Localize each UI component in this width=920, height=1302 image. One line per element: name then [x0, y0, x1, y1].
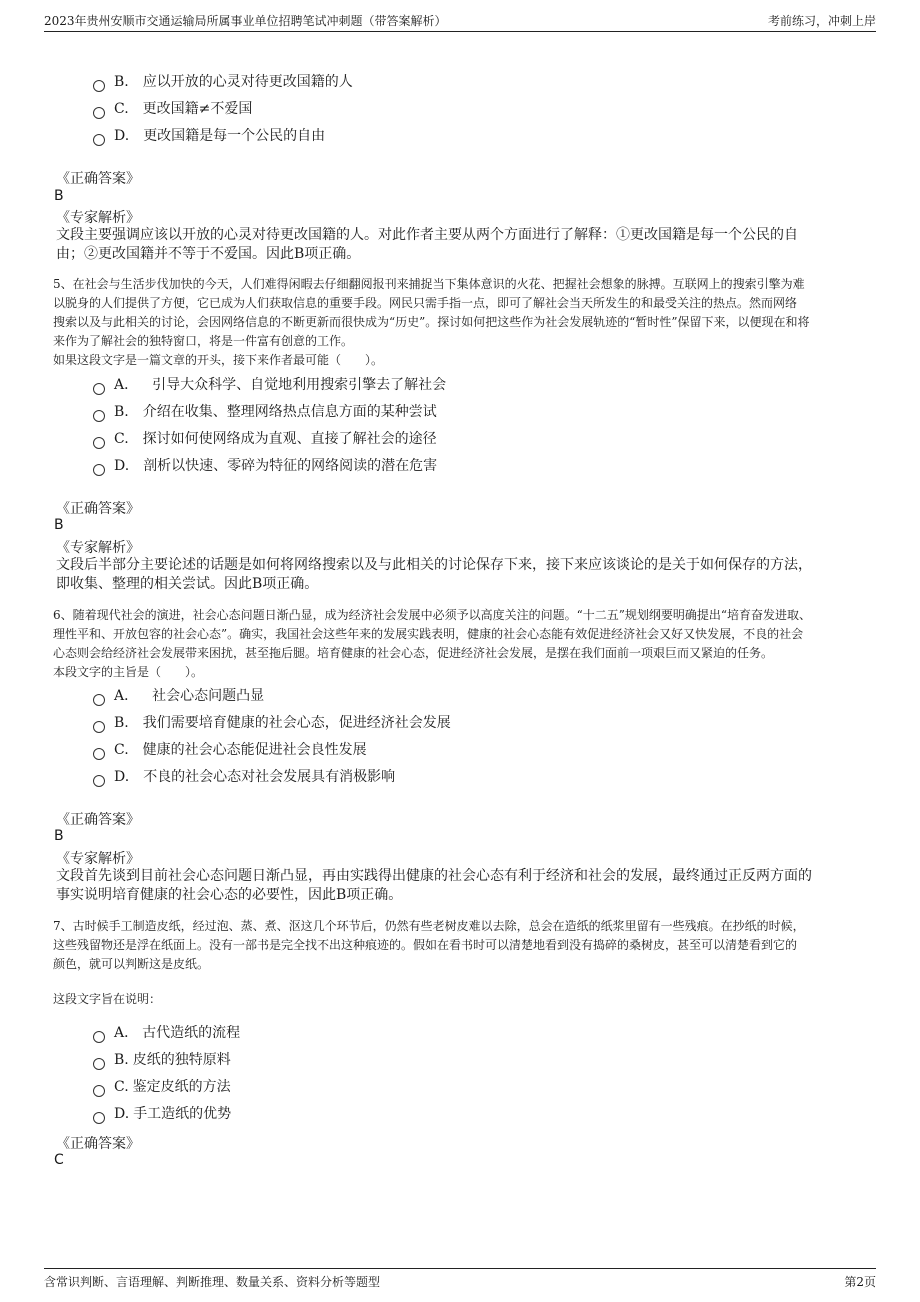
- q6-option-b[interactable]: B. 我们需要培育健康的社会心态，促进经济社会发展: [93, 713, 451, 733]
- radio-icon[interactable]: [93, 410, 105, 422]
- q7-option-d[interactable]: D. 手工造纸的优势: [93, 1104, 231, 1124]
- header-slogan: 考前练习，冲刺上岸: [767, 14, 876, 28]
- radio-icon[interactable]: [93, 437, 105, 449]
- q5-option-a[interactable]: A． 引导大众科学、自觉地利用搜索引擎去了解社会: [93, 375, 446, 395]
- q4-answer-label: 《正确答案》: [56, 171, 140, 187]
- q7-stem: 7、古时候手工制造皮纸，经过泡、蒸、煮、沤这几个环节后，仍然有些老树皮难以去除，总会在造纸的纸浆里留有一些残痕。在抄纸的时候， 这些残留物还是浮在纸面上。没有一部书是完全找不出这种痕迹的。假如在看书时可以清楚地看到没有捣碎的桑树皮，甚至可以清楚看到它的 颜色，就可以判断这是皮纸。: [53, 919, 805, 971]
- radio-icon[interactable]: [93, 464, 105, 476]
- q6-answer-label: 《正确答案》: [56, 812, 140, 828]
- radio-icon[interactable]: [93, 1112, 105, 1124]
- q5-analysis: 文段后半部分主要论述的话题是如何将网络搜索以及与此相关的讨论保存下来，接下来应该谈论的是关于如何保存的方法， 即收集、整理的相关尝试。因此B项正确。: [56, 557, 812, 592]
- q4-option-b[interactable]: B. 应以开放的心灵对待更改国籍的人: [93, 72, 353, 92]
- q5-analysis-label: 《专家解析》: [56, 540, 140, 556]
- page-footer: [44, 1268, 876, 1290]
- radio-icon[interactable]: [93, 383, 105, 395]
- radio-icon[interactable]: [93, 134, 105, 146]
- q5-answer: B: [54, 517, 64, 533]
- q6-option-c[interactable]: C. 健康的社会心态能促进社会良性发展: [93, 740, 367, 760]
- q6-analysis: 文段首先谈到目前社会心态问题日渐凸显，再由实践得出健康的社会心态有利于经济和社会的发展，最终通过正反两方面的 事实说明培育健康的社会心态的必要性，因此B项正确。: [56, 868, 812, 903]
- q7-answer-label: 《正确答案》: [56, 1136, 140, 1152]
- radio-icon[interactable]: [93, 721, 105, 733]
- q5-option-b[interactable]: B. 介绍在收集、整理网络热点信息方面的某种尝试: [93, 402, 437, 422]
- q4-option-c[interactable]: C. 更改国籍≠不爱国: [93, 99, 252, 119]
- radio-icon[interactable]: [93, 748, 105, 760]
- q4-analysis: 文段主要强调应该以开放的心灵对待更改国籍的人。对此作者主要从两个方面进行了解释：①更改国籍是每一个公民的自 由；②更改国籍并不等于不爱国。因此B项正确。: [56, 227, 798, 262]
- q4-answer: B: [54, 188, 64, 204]
- radio-icon[interactable]: [93, 694, 105, 706]
- q7-option-c[interactable]: C. 鉴定皮纸的方法: [93, 1077, 231, 1097]
- footer-topics: 含常识判断、言语理解、判断推理、数量关系、资料分析等题型: [44, 1275, 381, 1289]
- document-title: 2023年贵州安顺市交通运输局所属事业单位招聘笔试冲刺题（带答案解析）: [44, 14, 447, 28]
- q6-stem: 6、随着现代社会的演进，社会心态问题日渐凸显，成为经济社会发展中必须予以高度关注的问题。“十二五”规划纲要明确提出“培育奋发进取、 理性平和、开放包容的社会心态”。确实，我国社会这些年来的发展实践表明，健康的社会心态能有效促进经济社会又好又快发展，不良的社会 心态则会给经济社会发展带来困扰，甚至拖后腿。培育健康的社会心态，促进经济社会发展，是摆在我们面前一项艰巨而又紧迫的任务。 本段文字的主旨是（ ）。: [53, 608, 812, 679]
- radio-icon[interactable]: [93, 107, 105, 119]
- radio-icon[interactable]: [93, 1085, 105, 1097]
- radio-icon[interactable]: [93, 1058, 105, 1070]
- q7-answer: C: [54, 1152, 64, 1168]
- page-number: 第2页: [844, 1275, 876, 1289]
- q6-answer: B: [54, 828, 64, 844]
- radio-icon[interactable]: [93, 80, 105, 92]
- q7-prompt: 这段文字旨在说明：: [53, 992, 162, 1006]
- q5-answer-label: 《正确答案》: [56, 501, 140, 517]
- q6-option-a[interactable]: A． 社会心态问题凸显: [93, 686, 264, 706]
- q7-option-a[interactable]: A． 古代造纸的流程: [93, 1023, 240, 1043]
- radio-icon[interactable]: [93, 1031, 105, 1043]
- q4-option-d[interactable]: D. 更改国籍是每一个公民的自由: [93, 126, 325, 146]
- page-header: [44, 10, 876, 32]
- radio-icon[interactable]: [93, 775, 105, 787]
- q6-analysis-label: 《专家解析》: [56, 851, 140, 867]
- q7-option-b[interactable]: B. 皮纸的独特原料: [93, 1050, 231, 1070]
- q4-analysis-label: 《专家解析》: [56, 210, 140, 226]
- q5-option-d[interactable]: D. 剖析以快速、零碎为特征的网络阅读的潜在危害: [93, 456, 437, 476]
- q5-stem: 5、在社会与生活步伐加快的今天，人们难得闲暇去仔细翻阅报刊来捕捉当下集体意识的火花、把握社会想象的脉搏。互联网上的搜索引擎为难 以脱身的人们提供了方便，它已成为人们获取信息的重要手段。网民只需手指一点，即可了解社会当天所发生的和最受关注的热点。然而网络 搜索以及与此相关的讨论，会因网络信息的不断更新而很快成为“历史”。探讨如何把这些作为社会发展轨迹的“暂时性”保留下来，以便现在和将 来作为了解社会的独特窗口，将是一件富有创意的工作。 如果这段文字是一篇文章的开头，接下来作者最可能（ ）。: [53, 277, 810, 367]
- q5-option-c[interactable]: C. 探讨如何使网络成为直观、直接了解社会的途径: [93, 429, 437, 449]
- q6-option-d[interactable]: D. 不良的社会心态对社会发展具有消极影响: [93, 767, 395, 787]
